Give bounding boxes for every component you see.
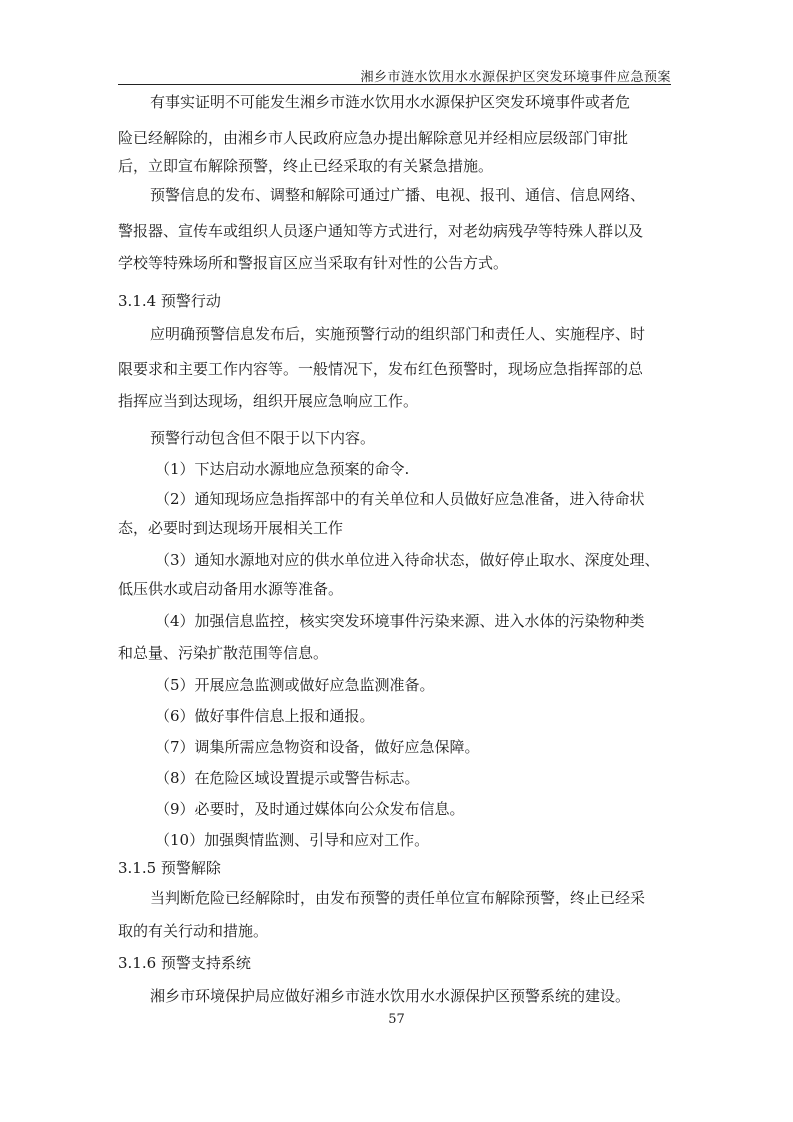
list-item: （10）加强舆情监测、引导和应对工作。 [155,831,430,849]
body-line: 预警行动包含但不限于以下内容。 [150,429,376,447]
section-heading-3-1-4: 3.1.4 预警行动 [118,292,221,310]
section-heading-3-1-6: 3.1.6 预警支持系统 [118,954,251,972]
list-item: （9）必要时，及时通过媒体向公众发布信息。 [155,800,465,818]
body-line: 湘乡市环境保护局应做好湘乡市涟水饮用水水源保护区预警系统的建设。 [150,987,631,1005]
body-line: 险已经解除的，由湘乡市人民政府应急办提出解除意见并经相应层级部门审批 [118,129,629,147]
list-item: （8）在危险区域设置提示或警告标志。 [155,769,420,787]
list-item: （1）下达启动水源地应急预案的命令. [155,460,410,478]
body-line: 和总量、污染扩散范围等信息。 [118,644,329,662]
body-line: 后，立即宣布解除预警，终止已经采取的有关紧急措施。 [118,157,494,175]
body-line: 取的有关行动和措施。 [118,922,269,940]
list-item: （6）做好事件信息上报和通报。 [155,707,375,725]
body-line: 应明确预警信息发布后，实施预警行动的组织部门和责任人、实施程序、时 [150,325,646,343]
header-rule [118,84,671,85]
list-item: （3）通知水源地对应的供水单位进入待命状态，做好停止取水、深度处理、 [155,551,660,569]
list-item: （7）调集所需应急物资和设备，做好应急保障。 [155,738,480,756]
list-item: （4）加强信息监控，核实突发环境事件污染来源、进入水体的污染物种类 [155,612,645,630]
header-title: 湘乡市涟水饮用水水源保护区突发环境事件应急预案 [360,70,671,85]
body-line: 有事实证明不可能发生湘乡市涟水饮用水水源保护区突发环境事件或者危 [150,93,631,111]
body-line: 警报器、宣传车或组织人员逐户通知等方式进行，对老幼病残孕等特殊人群以及 [118,222,644,240]
page-number: 57 [388,1012,405,1027]
list-item: （2）通知现场应急指挥部中的有关单位和人员做好应急准备，进入待命状 [155,490,645,508]
body-line: 低压供水或启动备用水源等准备。 [118,580,344,598]
body-line: 指挥应当到达现场，组织开展应急响应工作。 [118,392,419,410]
body-line: 预警信息的发布、调整和解除可通过广播、电视、报刊、通信、信息网络、 [150,186,646,204]
body-line: 限要求和主要工作内容等。一般情况下，发布红色预警时，现场应急指挥部的总 [118,360,644,378]
body-line: 态，必要时到达现场开展相关工作 [118,519,344,537]
body-line: 当判断危险已经解除时，由发布预警的责任单位宣布解除预警，终止已经采 [150,889,646,907]
body-line: 学校等特殊场所和警报盲区应当采取有针对性的公告方式。 [118,254,509,272]
section-heading-3-1-5: 3.1.5 预警解除 [118,859,221,877]
list-item: （5）开展应急监测或做好应急监测准备。 [155,676,435,694]
